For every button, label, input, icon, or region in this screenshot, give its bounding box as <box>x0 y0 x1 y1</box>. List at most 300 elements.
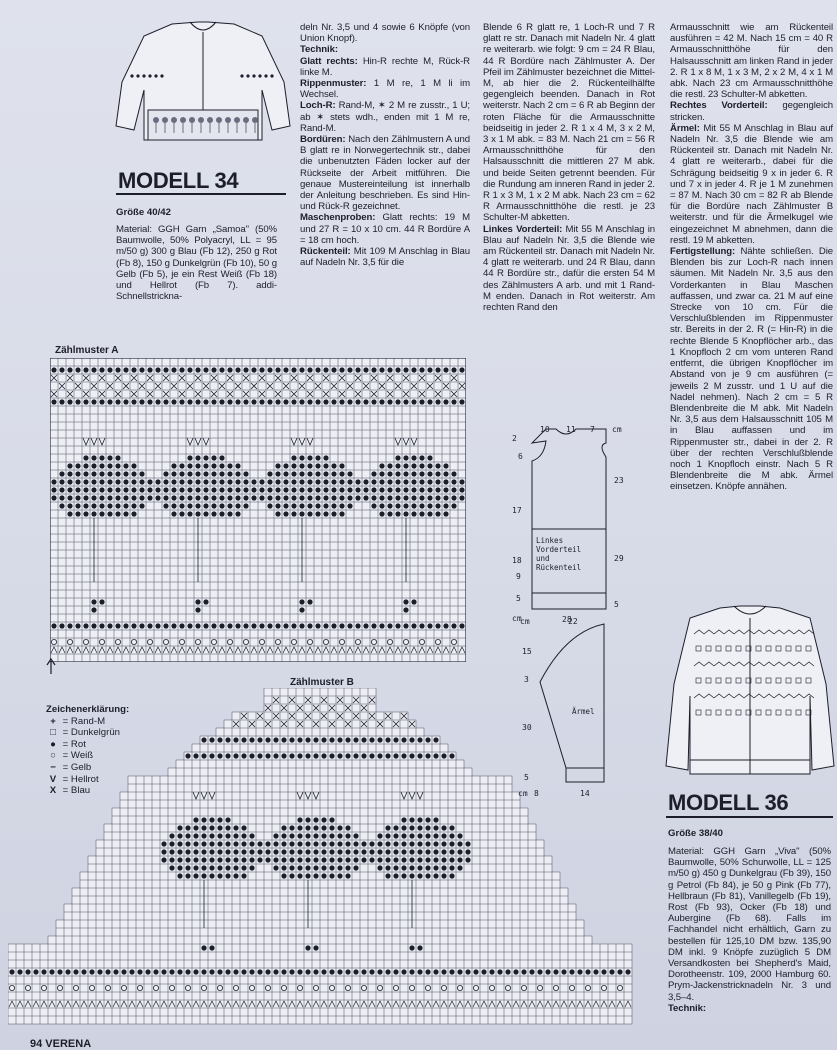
stitch-dot <box>139 471 144 476</box>
stitch-dot <box>195 495 200 500</box>
stitch-dot <box>385 969 390 974</box>
stitch-dot <box>273 753 278 758</box>
stitch-dot <box>219 455 224 460</box>
legend-label: = Weiß <box>60 750 94 762</box>
stitch-dot <box>275 623 280 628</box>
stitch-dot <box>313 865 318 870</box>
stitch-dot <box>299 455 304 460</box>
stitch-dot <box>313 849 318 854</box>
sleeve-left-label: 5 <box>524 773 529 782</box>
stitch-dot <box>281 737 286 742</box>
modell-36-material <box>668 846 831 1014</box>
stitch-dot <box>185 833 190 838</box>
stitch-dot <box>259 399 264 404</box>
sweater-sleeve-dot <box>148 74 151 77</box>
stitch-dot <box>25 969 30 974</box>
stitch-dot <box>323 463 328 468</box>
stitch-dot <box>187 463 192 468</box>
stitch-dot <box>427 479 432 484</box>
stitch-dot <box>347 399 352 404</box>
stitch-dot <box>177 849 182 854</box>
stitch-dot <box>99 479 104 484</box>
stitch-dot <box>377 841 382 846</box>
stitch-dot <box>339 471 344 476</box>
stitch-dot <box>355 399 360 404</box>
stitch-dot <box>339 623 344 628</box>
stitch-dot <box>443 479 448 484</box>
stitch-dot <box>123 399 128 404</box>
stitch-dot <box>233 841 238 846</box>
stitch-dot <box>433 865 438 870</box>
stitch-dot <box>387 511 392 516</box>
stitch-dot <box>353 833 358 838</box>
stitch-dot <box>123 479 128 484</box>
stitch-dot <box>331 479 336 484</box>
stitch-dot <box>403 463 408 468</box>
stitch-dot <box>435 479 440 484</box>
stitch-dot <box>243 487 248 492</box>
stitch-dot <box>163 487 168 492</box>
stitch-dot <box>273 857 278 862</box>
stitch-dot <box>307 623 312 628</box>
stitch-dot <box>353 841 358 846</box>
stitch-dot <box>451 623 456 628</box>
stitch-dot <box>385 857 390 862</box>
stitch-dot <box>297 849 302 854</box>
stitch-dot <box>315 495 320 500</box>
stitch-dot <box>83 487 88 492</box>
stitch-dot <box>307 399 312 404</box>
stitch-dot <box>235 487 240 492</box>
stitch-dot <box>355 623 360 628</box>
stitch-dot <box>99 487 104 492</box>
stitch-dot <box>113 969 118 974</box>
stitch-dot <box>217 865 222 870</box>
stitch-dot <box>569 969 574 974</box>
stitch-dot <box>171 511 176 516</box>
stitch-dot <box>179 367 184 372</box>
stitch-dot <box>307 479 312 484</box>
stitch-dot <box>465 969 470 974</box>
stitch-dot <box>609 969 614 974</box>
stitch-dot <box>363 495 368 500</box>
stitch-dot <box>433 753 438 758</box>
stitch-dot <box>123 503 128 508</box>
sweater-sketch-modell-36 <box>664 604 836 780</box>
stitch-dot <box>155 479 160 484</box>
stitch-dot <box>401 833 406 838</box>
stitch-dot <box>393 841 398 846</box>
modell-36-size: Größe 38/40 <box>668 828 723 839</box>
stitch-dot <box>131 479 136 484</box>
stitch-dot <box>203 623 208 628</box>
stitch-dot <box>51 399 56 404</box>
legend-label: = Hellrot <box>60 773 99 785</box>
stitch-dot <box>385 825 390 830</box>
stitch-dot <box>81 969 86 974</box>
stitch-dot <box>249 737 254 742</box>
stitch-dot <box>315 503 320 508</box>
stitch-dot <box>243 367 248 372</box>
stitch-dot <box>443 487 448 492</box>
stitch-dot <box>249 849 254 854</box>
stitch-dot <box>427 455 432 460</box>
col2-section-heading: Rückenteil: <box>300 246 351 258</box>
stitch-dot <box>187 367 192 372</box>
stitch-dot <box>185 873 190 878</box>
stitch-dot <box>323 399 328 404</box>
stitch-dot <box>363 479 368 484</box>
stitch-dot <box>67 471 72 476</box>
stitch-dot <box>411 487 416 492</box>
stitch-dot <box>259 623 264 628</box>
stitch-dot <box>417 865 422 870</box>
body-bottom-value: 28 <box>562 615 572 624</box>
stitch-dot <box>313 737 318 742</box>
stitch-dot <box>435 471 440 476</box>
stitch-dot <box>297 833 302 838</box>
stitch-dot <box>209 833 214 838</box>
col2-section-text: Rand-M, ✶ 2 M re zusstr., 1 U; ab ✶ stets wdh., enden mit 1 M re, Rand-M. <box>300 100 470 134</box>
stitch-dot <box>321 969 326 974</box>
stitch-dot <box>147 479 152 484</box>
stitch-dot <box>377 849 382 854</box>
sweater-sleeve-dot <box>264 74 267 77</box>
stitch-dot <box>171 367 176 372</box>
body-inner-label: Vorderteil <box>536 545 582 554</box>
stitch-dot <box>131 623 136 628</box>
schematic-body-piece <box>506 421 636 631</box>
stitch-dot <box>275 399 280 404</box>
stitch-dot <box>91 487 96 492</box>
stitch-dot <box>329 873 334 878</box>
stitch-dot <box>249 969 254 974</box>
stitch-dot <box>339 367 344 372</box>
stitch-dot <box>417 945 422 950</box>
stitch-dot <box>443 623 448 628</box>
stitch-dot <box>449 857 454 862</box>
stitch-dot <box>217 825 222 830</box>
stitch-dot <box>425 857 430 862</box>
stitch-dot <box>353 849 358 854</box>
stitch-dot <box>417 849 422 854</box>
stitch-dot <box>419 455 424 460</box>
stitch-dot <box>105 969 110 974</box>
stitch-dot <box>171 503 176 508</box>
stitch-dot <box>9 969 14 974</box>
stitch-dot <box>75 503 80 508</box>
stitch-dot <box>379 623 384 628</box>
stitch-dot <box>219 487 224 492</box>
stitch-dot <box>107 503 112 508</box>
stitch-dot <box>171 479 176 484</box>
stitch-dot <box>249 865 254 870</box>
stitch-dot <box>305 753 310 758</box>
stitch-dot <box>91 623 96 628</box>
stitch-dot <box>297 865 302 870</box>
stitch-dot <box>401 825 406 830</box>
stitch-dot <box>115 463 120 468</box>
stitch-dot <box>305 945 310 950</box>
stitch-dot <box>625 969 630 974</box>
stitch-dot <box>329 737 334 742</box>
title-underline <box>116 193 286 195</box>
stitch-dot <box>425 873 430 878</box>
stitch-dot <box>369 969 374 974</box>
stitch-dot <box>283 471 288 476</box>
stitch-dot <box>203 471 208 476</box>
stitch-dot <box>409 857 414 862</box>
stitch-dot <box>163 479 168 484</box>
stitch-dot <box>233 833 238 838</box>
stitch-dot <box>307 471 312 476</box>
stitch-dot <box>347 487 352 492</box>
stitch-dot <box>131 503 136 508</box>
stitch-dot <box>321 857 326 862</box>
stitch-dot <box>91 607 96 612</box>
stitch-dot <box>233 857 238 862</box>
legend-symbol: V <box>49 773 57 785</box>
stitch-dot <box>441 833 446 838</box>
chart-a-grid <box>50 358 466 662</box>
stitch-dot <box>299 623 304 628</box>
stitch-dot <box>443 399 448 404</box>
stitch-dot <box>347 623 352 628</box>
stitch-dot <box>345 873 350 878</box>
stitch-dot <box>177 841 182 846</box>
stitch-dot <box>411 623 416 628</box>
stitch-dot <box>163 367 168 372</box>
modell-34-material <box>116 224 277 302</box>
stitch-dot <box>115 455 120 460</box>
stitch-dot <box>235 511 240 516</box>
stitch-dot <box>425 849 430 854</box>
stitch-dot <box>99 463 104 468</box>
stitch-dot <box>249 833 254 838</box>
stitch-dot <box>355 479 360 484</box>
stitch-dot <box>401 849 406 854</box>
stitch-dot <box>337 969 342 974</box>
col2-section-text: Mit 109 M Anschlag in Blau auf Nadeln Nr. 3,5 für die <box>300 246 470 269</box>
stitch-dot <box>411 479 416 484</box>
stitch-dot <box>379 479 384 484</box>
sweater-motif-dot <box>153 117 159 123</box>
stitch-dot <box>323 479 328 484</box>
stitch-dot <box>251 399 256 404</box>
stitch-dot <box>297 825 302 830</box>
sweater-sleeve-dot <box>154 74 157 77</box>
stitch-dot <box>297 841 302 846</box>
stitch-dot <box>529 969 534 974</box>
center-arrow-icon <box>46 658 56 674</box>
stitch-dot <box>121 969 126 974</box>
stitch-dot <box>425 753 430 758</box>
sweater-motif-dot <box>198 117 204 123</box>
stitch-dot <box>211 463 216 468</box>
stitch-dot <box>227 511 232 516</box>
stitch-dot <box>387 399 392 404</box>
stitch-dot <box>193 817 198 822</box>
stitch-dot <box>321 873 326 878</box>
stitch-dot <box>123 495 128 500</box>
stitch-dot <box>195 471 200 476</box>
stitch-dot <box>217 753 222 758</box>
stitch-dot <box>395 511 400 516</box>
stitch-dot <box>313 873 318 878</box>
stitch-dot <box>417 817 422 822</box>
stitch-dot <box>289 753 294 758</box>
stitch-dot <box>291 463 296 468</box>
stitch-dot <box>91 511 96 516</box>
stitch-dot <box>195 463 200 468</box>
stitch-dot <box>233 969 238 974</box>
stitch-dot <box>427 495 432 500</box>
stitch-dot <box>179 623 184 628</box>
stitch-dot <box>283 495 288 500</box>
stitch-dot <box>107 455 112 460</box>
body-top-label: 11 <box>566 425 576 434</box>
stitch-dot <box>123 471 128 476</box>
stitch-dot <box>91 503 96 508</box>
stitch-dot <box>243 495 248 500</box>
stitch-dot <box>419 479 424 484</box>
stitch-dot <box>203 463 208 468</box>
stitch-dot <box>67 495 72 500</box>
col2-section-text: 1 M re, 1 M li im Wechsel. <box>300 78 470 101</box>
stitch-dot <box>379 495 384 500</box>
stitch-dot <box>435 399 440 404</box>
stitch-dot <box>235 471 240 476</box>
stitch-dot <box>195 503 200 508</box>
stitch-dot <box>51 495 56 500</box>
stitch-dot <box>331 399 336 404</box>
stitch-dot <box>195 399 200 404</box>
stitch-dot <box>251 487 256 492</box>
stitch-dot <box>459 479 464 484</box>
stitch-dot <box>443 495 448 500</box>
stitch-dot <box>425 969 430 974</box>
stitch-dot <box>233 737 238 742</box>
stitch-dot <box>187 479 192 484</box>
stitch-dot <box>521 969 526 974</box>
stitch-dot <box>217 833 222 838</box>
stitch-dot <box>193 753 198 758</box>
stitch-dot <box>211 399 216 404</box>
stitch-dot <box>427 623 432 628</box>
stitch-dot <box>219 511 224 516</box>
stitch-dot <box>161 841 166 846</box>
stitch-dot <box>361 969 366 974</box>
stitch-dot <box>331 623 336 628</box>
stitch-dot <box>257 737 262 742</box>
stitch-dot <box>425 817 430 822</box>
stitch-dot <box>169 865 174 870</box>
stitch-dot <box>195 455 200 460</box>
stitch-dot <box>209 865 214 870</box>
stitch-dot <box>419 511 424 516</box>
stitch-dot <box>283 487 288 492</box>
stitch-dot <box>195 367 200 372</box>
col2-section <box>300 78 470 100</box>
stitch-dot <box>409 849 414 854</box>
stitch-dot <box>91 455 96 460</box>
stitch-dot <box>289 833 294 838</box>
stitch-dot <box>353 865 358 870</box>
stitch-dot <box>75 463 80 468</box>
stitch-dot <box>409 825 414 830</box>
stitch-dot <box>371 495 376 500</box>
stitch-dot <box>65 969 70 974</box>
sleeve-bottom-label: 14 <box>580 789 590 798</box>
stitch-dot <box>193 833 198 838</box>
stitch-dot <box>227 623 232 628</box>
stitch-dot <box>315 399 320 404</box>
stitch-dot <box>443 367 448 372</box>
stitch-dot <box>433 857 438 862</box>
stitch-dot <box>233 865 238 870</box>
stitch-dot <box>331 495 336 500</box>
stitch-dot <box>83 471 88 476</box>
stitch-dot <box>75 495 80 500</box>
stitch-dot <box>83 511 88 516</box>
stitch-dot <box>393 825 398 830</box>
stitch-dot <box>419 367 424 372</box>
stitch-dot <box>161 849 166 854</box>
stitch-dot <box>257 841 262 846</box>
stitch-dot <box>67 367 72 372</box>
stitch-dot <box>241 849 246 854</box>
stitch-dot <box>131 463 136 468</box>
stitch-dot <box>115 511 120 516</box>
stitch-dot <box>267 503 272 508</box>
stitch-dot <box>83 503 88 508</box>
stitch-dot <box>225 841 230 846</box>
stitch-dot <box>371 487 376 492</box>
stitch-dot <box>225 753 230 758</box>
stitch-dot <box>91 367 96 372</box>
stitch-dot <box>305 969 310 974</box>
stitch-dot <box>409 737 414 742</box>
stitch-dot <box>107 367 112 372</box>
legend-label: = Rot <box>60 738 86 750</box>
stitch-dot <box>267 399 272 404</box>
stitch-dot <box>265 841 270 846</box>
stitch-dot <box>155 487 160 492</box>
stitch-dot <box>395 463 400 468</box>
stitch-dot <box>283 511 288 516</box>
stitch-dot <box>425 825 430 830</box>
stitch-dot <box>51 479 56 484</box>
body-left-label: 18 <box>512 556 522 565</box>
stitch-dot <box>131 495 136 500</box>
stitch-dot <box>297 873 302 878</box>
sweater-motif-dot <box>207 117 213 123</box>
stitch-dot <box>219 471 224 476</box>
sleeve-inner-label: Ärmel <box>572 707 595 716</box>
stitch-dot <box>155 399 160 404</box>
stitch-dot <box>385 873 390 878</box>
stitch-dot <box>147 495 152 500</box>
sweater-sleeve-dot <box>252 74 255 77</box>
stitch-dot <box>361 849 366 854</box>
stitch-dot <box>257 857 262 862</box>
stitch-dot <box>161 969 166 974</box>
stitch-dot <box>291 503 296 508</box>
stitch-dot <box>411 463 416 468</box>
stitch-dot <box>297 857 302 862</box>
sweater-motif-dot <box>243 117 249 123</box>
col4-section <box>670 246 833 492</box>
